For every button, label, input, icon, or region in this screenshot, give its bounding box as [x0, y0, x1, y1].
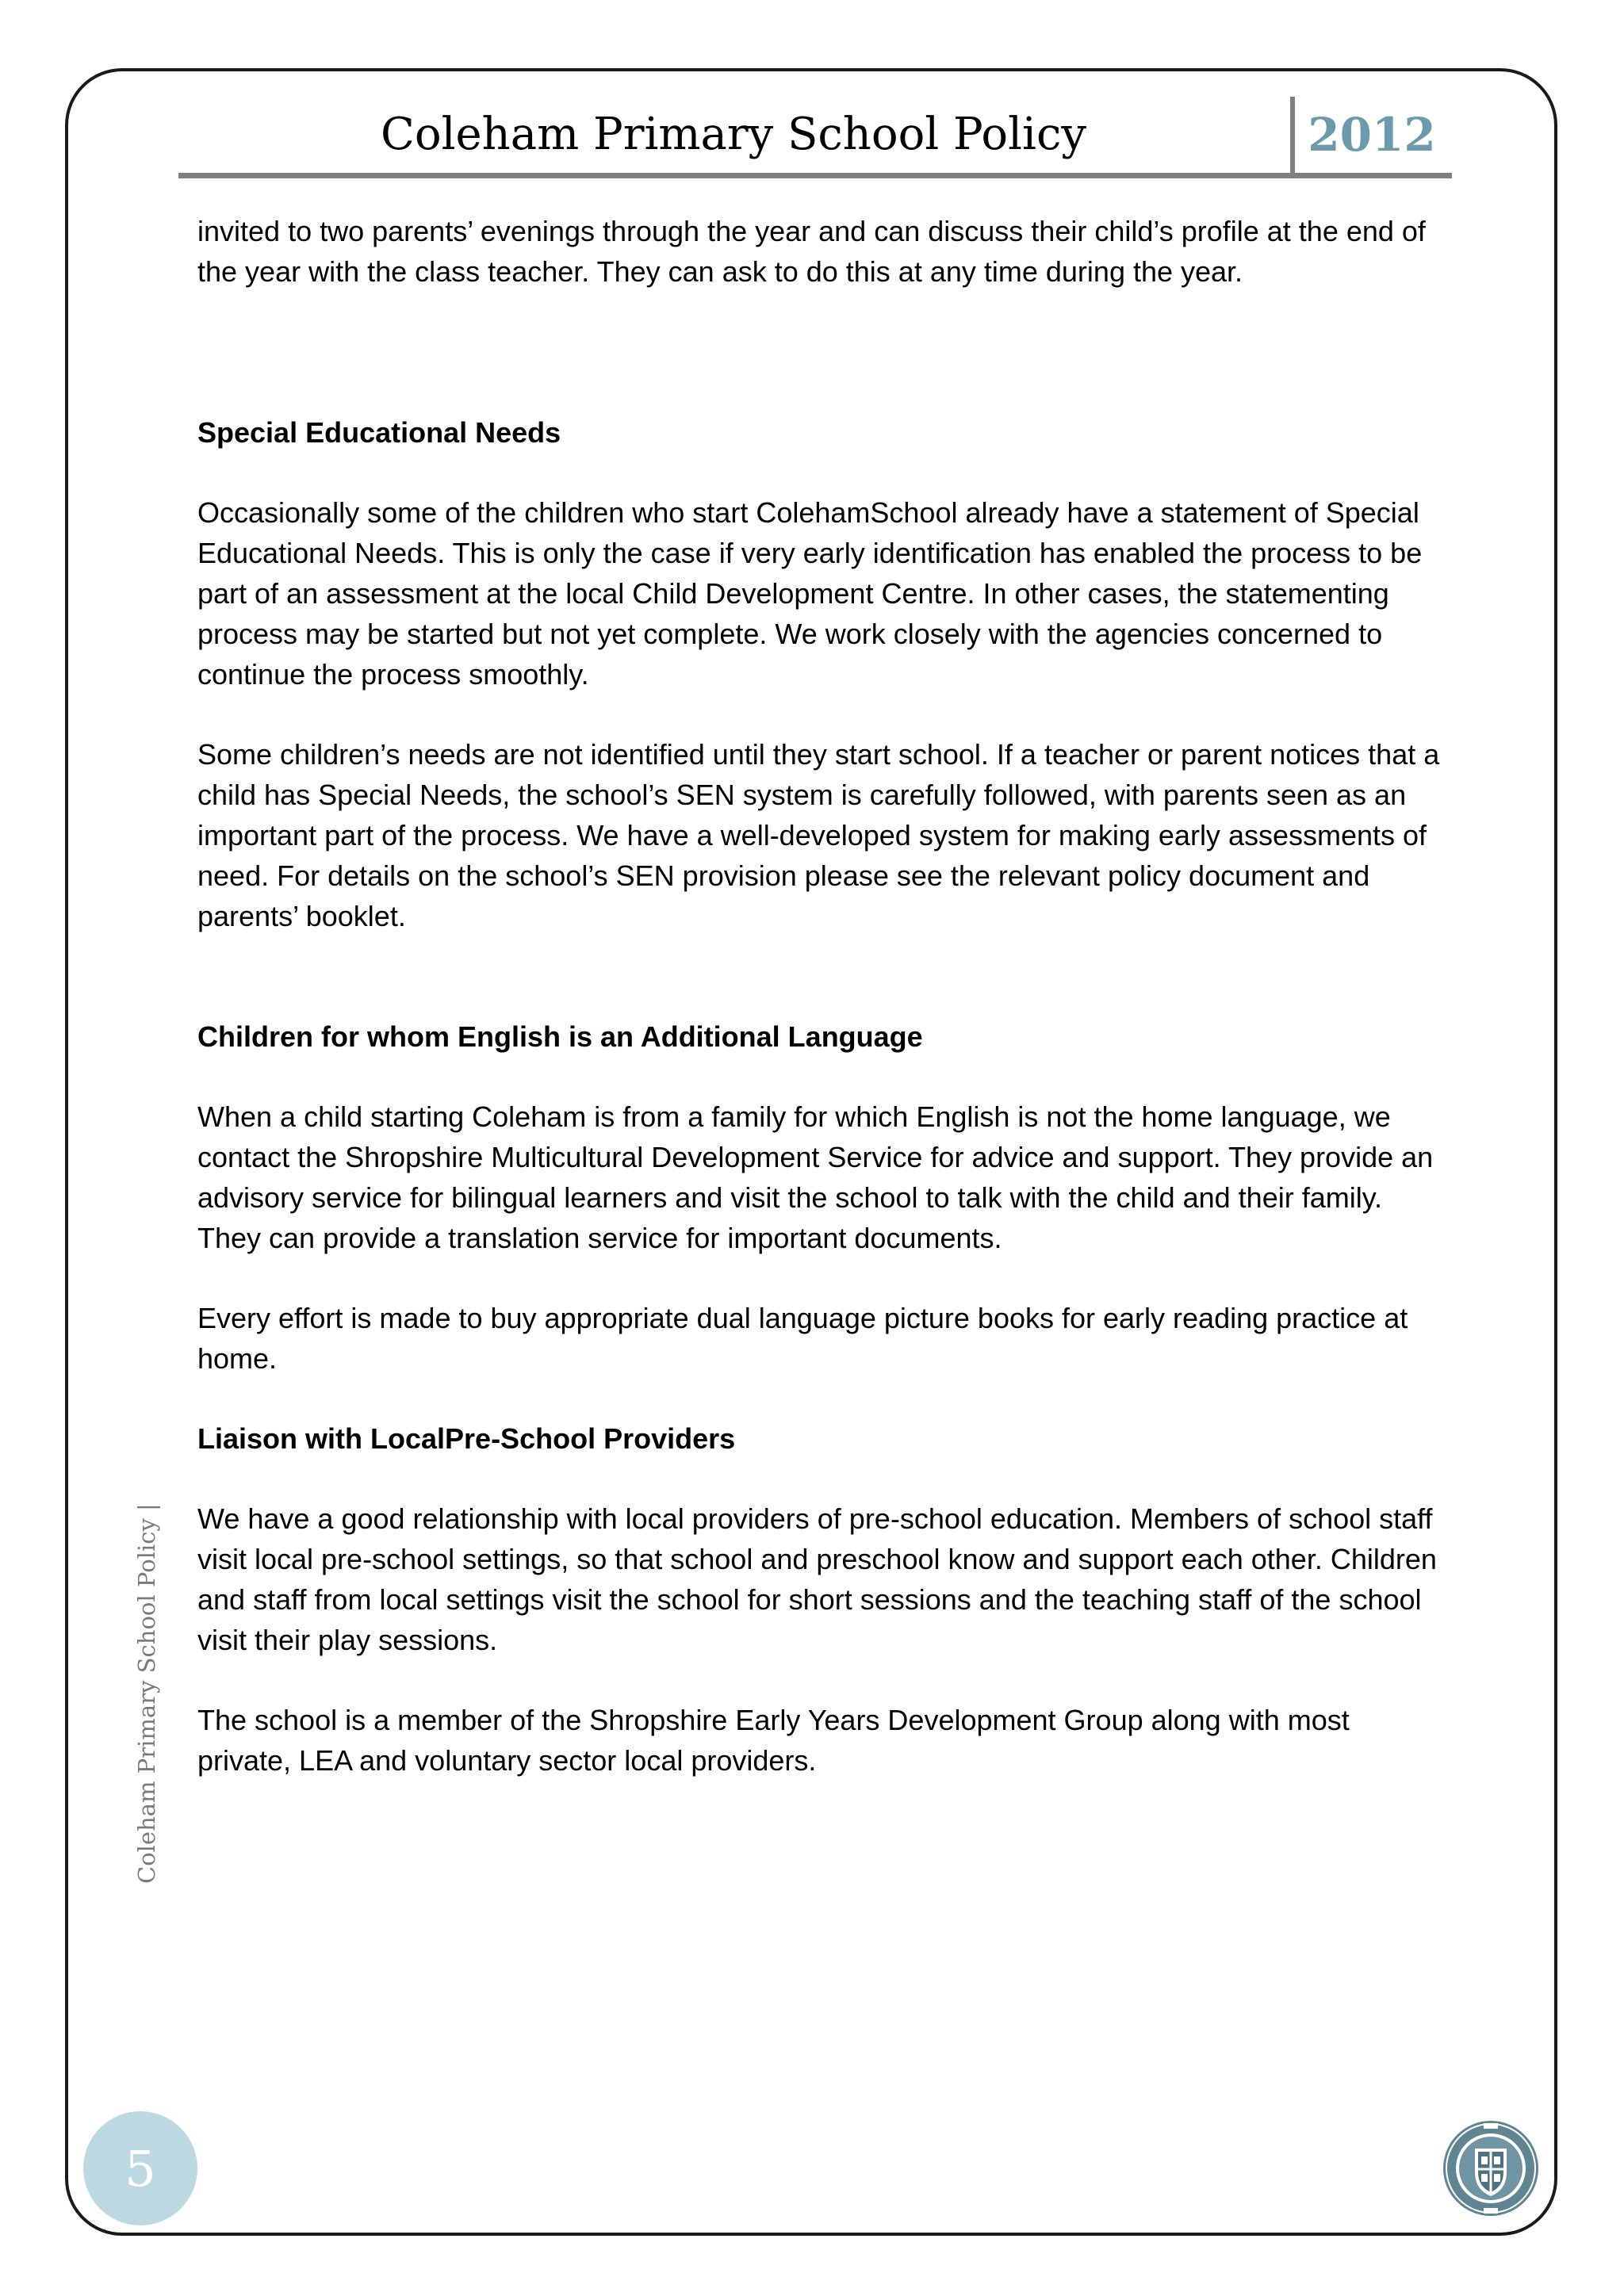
header-divider: [1290, 97, 1295, 176]
page-number: 5: [124, 2139, 156, 2198]
header-year: 2012: [1308, 108, 1436, 162]
eal-paragraph-2: Every effort is made to buy appropriate dual language picture books for early reading practice at home.: [197, 1302, 1408, 1375]
school-crest-icon: [1439, 2117, 1542, 2220]
liaison-heading: Liaison with LocalPre-School Providers: [197, 1422, 736, 1455]
liaison-paragraph-1: We have a good relationship with local providers of pre-school education. Members of school staff visit local pre-school settings, so that school and preschool know and support each other. Children and staff from local settings visit the school for short sessions and the teaching staff of the school visit their play sessions.: [197, 1502, 1437, 1656]
sen-heading: Special Educational Needs: [197, 416, 561, 449]
intro-paragraph: invited to two parents’ evenings through the year and can discuss their child’s profile at the end of the year with the class teacher. They can ask to do this at any time during the year.: [197, 215, 1426, 288]
header-title: Coleham Primary School Policy: [381, 109, 1086, 160]
document-body: [197, 211, 1450, 1781]
header-rule: [178, 173, 1452, 178]
eal-heading: Children for whom English is an Additional Language: [197, 1020, 923, 1053]
side-footer-label: Coleham Primary School Policy |: [133, 1503, 160, 1884]
sen-paragraph-2: Some children’s needs are not identified until they start school. If a teacher or parent notices that a child has Special Needs, the school’s SEN system is carefully followed, with parents seen as an important part of the process. We have a well-developed system for making early assessments of need. For details on the school’s SEN provision please see the relevant policy document and parents’ booklet.: [197, 738, 1440, 932]
sen-paragraph-1: Occasionally some of the children who start ColehamSchool already have a statement of Special Educational Needs. This is only the case if very early identification has enabled the process to be part of an assessment at the local Child Development Centre. In other cases, the statementing process may be started but not yet complete. We work closely with the agencies concerned to continue the process smoothly.: [197, 496, 1423, 691]
page-number-badge: [83, 2111, 197, 2225]
eal-paragraph-1: When a child starting Coleham is from a family for which English is not the home language, we contact the Shropshire Multicultural Development Service for advice and support. They provide an advisory service for bilingual learners and visit the school to talk with the child and their family. They can provide a translation service for important documents.: [197, 1100, 1434, 1254]
liaison-paragraph-2: The school is a member of the Shropshire Early Years Development Group along with most private, LEA and voluntary sector local providers.: [197, 1704, 1350, 1777]
